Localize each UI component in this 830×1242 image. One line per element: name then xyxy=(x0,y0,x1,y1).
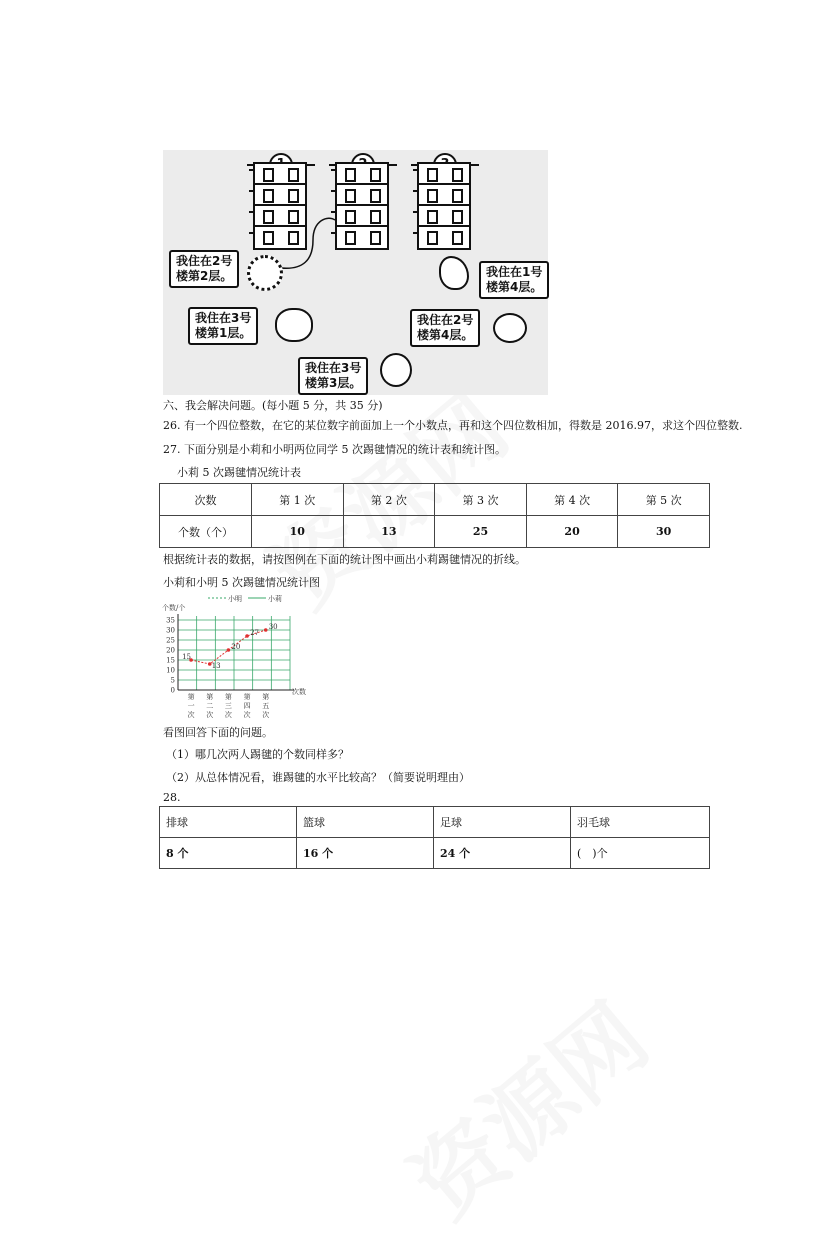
y-tick-label: 25 xyxy=(166,636,175,645)
data-label: 30 xyxy=(268,623,278,631)
table-row xyxy=(160,516,710,548)
legend-label-xiaoli: 小莉 xyxy=(268,595,282,603)
x-tick-label: 四 xyxy=(243,702,251,710)
table-cell: 第 3 次 xyxy=(435,484,527,516)
table-cell: 13 xyxy=(343,516,435,548)
table-cell: ( )个 xyxy=(571,838,710,869)
y-tick-label: 10 xyxy=(166,666,175,675)
y-tick-label: 35 xyxy=(166,616,175,625)
data-label: 13 xyxy=(211,662,221,670)
x-axis-label: 次数 xyxy=(292,688,306,696)
table-cell: 30 xyxy=(618,516,710,548)
monkey-icon xyxy=(380,353,412,387)
y-tick-label: 0 xyxy=(170,686,175,695)
x-tick-label: 二 xyxy=(206,702,214,710)
data-label: 27 xyxy=(250,629,259,637)
table-cell: 个数（个） xyxy=(160,516,252,548)
x-tick-label: 一 xyxy=(187,702,195,710)
x-tick-label: 第 xyxy=(224,693,232,701)
data-point xyxy=(245,634,249,638)
x-tick-label: 第 xyxy=(243,693,251,701)
table1-caption: 小莉 5 次踢毽情况统计表 xyxy=(177,466,301,479)
watermark xyxy=(380,968,670,1241)
x-tick-label: 次 xyxy=(262,711,270,719)
x-tick-label: 五 xyxy=(262,702,270,710)
x-tick-label: 次 xyxy=(206,711,214,719)
panda-icon xyxy=(493,313,527,343)
table-cell: 24 个 xyxy=(434,838,571,869)
x-tick-label: 第 xyxy=(206,693,214,701)
y-axis-label: 个数/个 xyxy=(162,604,186,612)
y-tick-label: 30 xyxy=(166,626,175,635)
table-cell: 第 1 次 xyxy=(252,484,344,516)
xiaoli-table xyxy=(159,483,710,548)
table-header-row xyxy=(160,807,710,838)
table-cell: 8 个 xyxy=(160,838,297,869)
building-picture xyxy=(163,150,548,395)
x-tick-label: 第 xyxy=(187,693,195,701)
cow-icon xyxy=(275,308,313,342)
table-row xyxy=(160,838,710,869)
legend-label-xiaoming: 小明 xyxy=(228,595,242,603)
x-tick-label: 第 xyxy=(262,693,270,701)
question-28: 28. xyxy=(163,791,181,804)
table-cell: 篮球 xyxy=(297,807,434,838)
table-cell: 排球 xyxy=(160,807,297,838)
y-tick-label: 5 xyxy=(170,676,175,685)
chart-instruction: 根据统计表的数据，请按图例在下面的统计图中画出小莉踢毽情况的折线。 xyxy=(163,553,526,566)
kicking-line-chart xyxy=(160,590,310,722)
data-point xyxy=(264,628,268,632)
table-cell: 次数 xyxy=(160,484,252,516)
speech-bubble-rooster: 我住在1号 楼第4层。 xyxy=(479,261,549,299)
data-label: 20 xyxy=(231,643,241,651)
table-cell: 10 xyxy=(252,516,344,548)
table-cell: 20 xyxy=(526,516,618,548)
table-cell: 足球 xyxy=(434,807,571,838)
table-header-row xyxy=(160,484,710,516)
y-tick-label: 15 xyxy=(166,656,175,665)
ball-table xyxy=(159,806,710,869)
data-point xyxy=(227,648,231,652)
table-cell: 第 5 次 xyxy=(618,484,710,516)
speech-bubble-monkey: 我住在3号 楼第3层。 xyxy=(298,357,368,395)
speech-bubble-lion: 我住在2号 楼第2层。 xyxy=(169,250,239,288)
sub-question-2: （2）从总体情况看，谁踢毽的水平比较高？（简要说明理由） xyxy=(166,771,470,784)
table-cell: 羽毛球 xyxy=(571,807,710,838)
question-26: 26. 有一个四位整数，在它的某位数字前面加上一个小数点，再和这个四位数相加，得数是 2016.97，求这个四位整数. xyxy=(163,419,743,432)
table-cell: 第 4 次 xyxy=(526,484,618,516)
question-27: 27. 下面分别是小莉和小明两位同学 5 次踢毽情况的统计表和统计图。 xyxy=(163,443,506,456)
look-and-answer: 看图回答下面的问题。 xyxy=(163,726,273,739)
table-cell: 第 2 次 xyxy=(343,484,435,516)
chart-caption: 小莉和小明 5 次踢毽情况统计图 xyxy=(163,576,320,589)
x-tick-label: 次 xyxy=(224,711,232,719)
y-tick-label: 20 xyxy=(166,646,175,655)
sub-question-1: （1）哪几次两人踢毽的个数同样多？ xyxy=(166,748,349,761)
table-cell: 16 个 xyxy=(297,838,434,869)
speech-bubble-cow: 我住在3号 楼第1层。 xyxy=(188,307,258,345)
data-label: 15 xyxy=(182,653,191,661)
lion-icon xyxy=(247,255,283,291)
speech-bubble-panda: 我住在2号 楼第4层。 xyxy=(410,309,480,347)
x-tick-label: 三 xyxy=(224,702,232,710)
x-tick-label: 次 xyxy=(243,711,251,719)
section-6-heading: 六、我会解决问题。(每小题 5 分，共 35 分) xyxy=(163,399,383,412)
table-cell: 25 xyxy=(435,516,527,548)
x-tick-label: 次 xyxy=(187,711,195,719)
